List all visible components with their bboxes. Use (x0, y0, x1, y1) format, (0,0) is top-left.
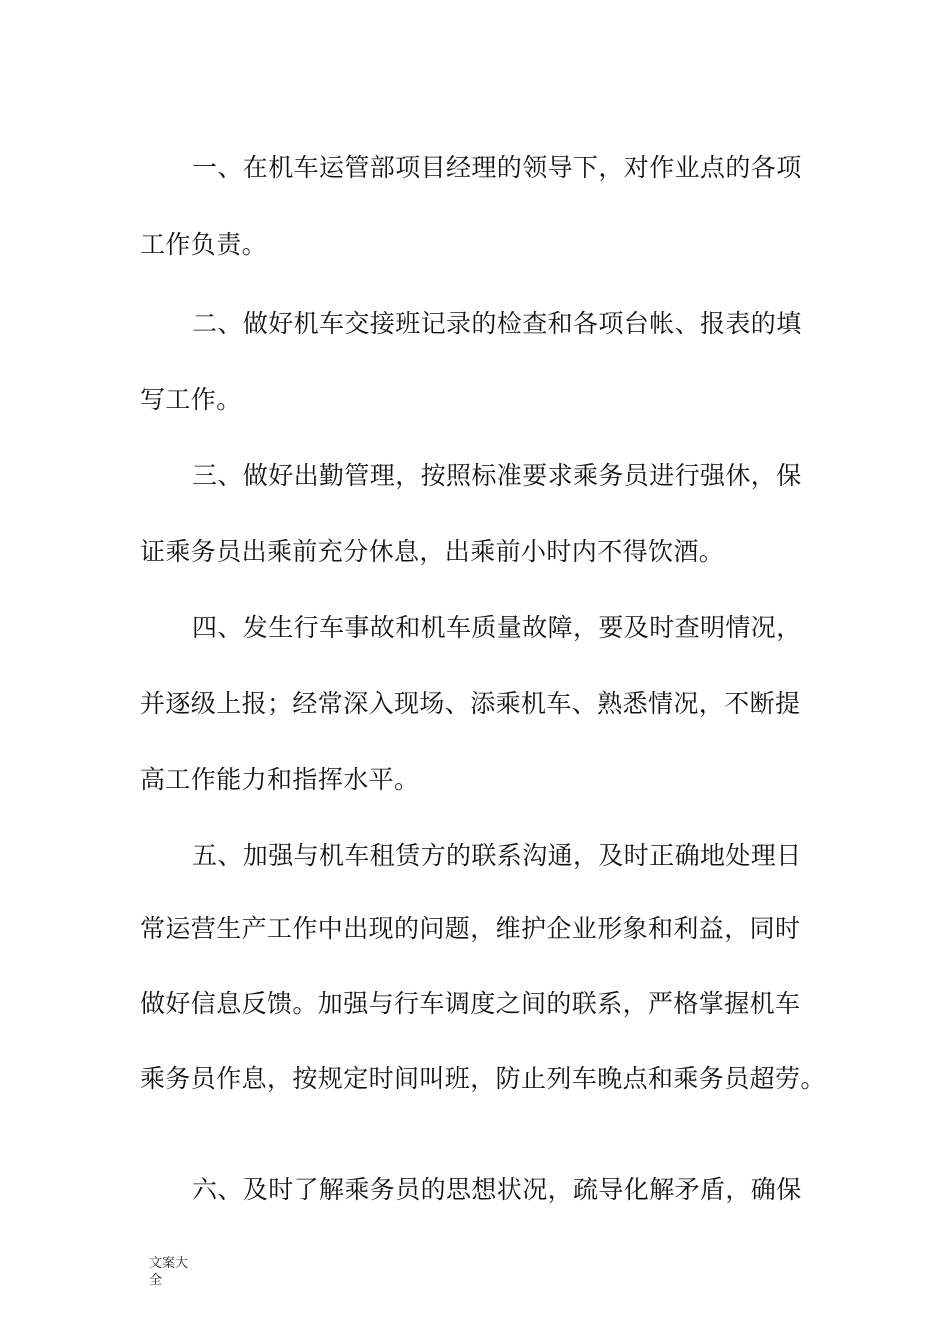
paragraph-1-line-2: 工作负责。 (140, 230, 268, 259)
footer-watermark (149, 1255, 197, 1289)
paragraph-4-line-2: 并逐级上报；经常深入现场、添乘机车、熟悉情况，不断提 (140, 689, 801, 718)
paragraph-5-line-4: 乘务员作息，按规定时间叫班，防止列车晚点和乘务员超劳。 (140, 1064, 826, 1093)
paragraph-4-line-3: 高工作能力和指挥水平。 (140, 765, 420, 794)
footer-line-1: 文案大 (149, 1256, 189, 1271)
paragraph-1-line-1: 一、在机车运管部项目经理的领导下，对作业点的各项 (192, 153, 802, 182)
paragraph-3-line-2: 证乘务员出乘前充分休息，出乘前小时内不得饮酒。 (140, 537, 725, 566)
paragraph-5-line-3: 做好信息反馈。加强与行车调度之间的联系，严格掌握机车 (140, 989, 801, 1018)
paragraph-2-line-2: 写工作。 (140, 385, 242, 414)
paragraph-2-line-1: 二、做好机车交接班记录的检查和各项台帐、报表的填 (192, 309, 802, 338)
paragraph-5-line-1: 五、加强与机车租赁方的联系沟通，及时正确地处理日 (192, 841, 802, 870)
paragraph-3-line-1: 三、做好出勤管理，按照标准要求乘务员进行强休，保 (192, 461, 802, 490)
paragraph-5-line-2: 常运营生产工作中出现的问题，维护企业形象和利益，同时 (140, 914, 801, 943)
paragraph-6-line-1: 六、及时了解乘务员的思想状况，疏导化解矛盾，确保 (192, 1175, 802, 1204)
footer-line-2: 全 (149, 1273, 163, 1288)
paragraph-4-line-1: 四、发生行车事故和机车质量故障，要及时查明情况， (192, 613, 802, 642)
